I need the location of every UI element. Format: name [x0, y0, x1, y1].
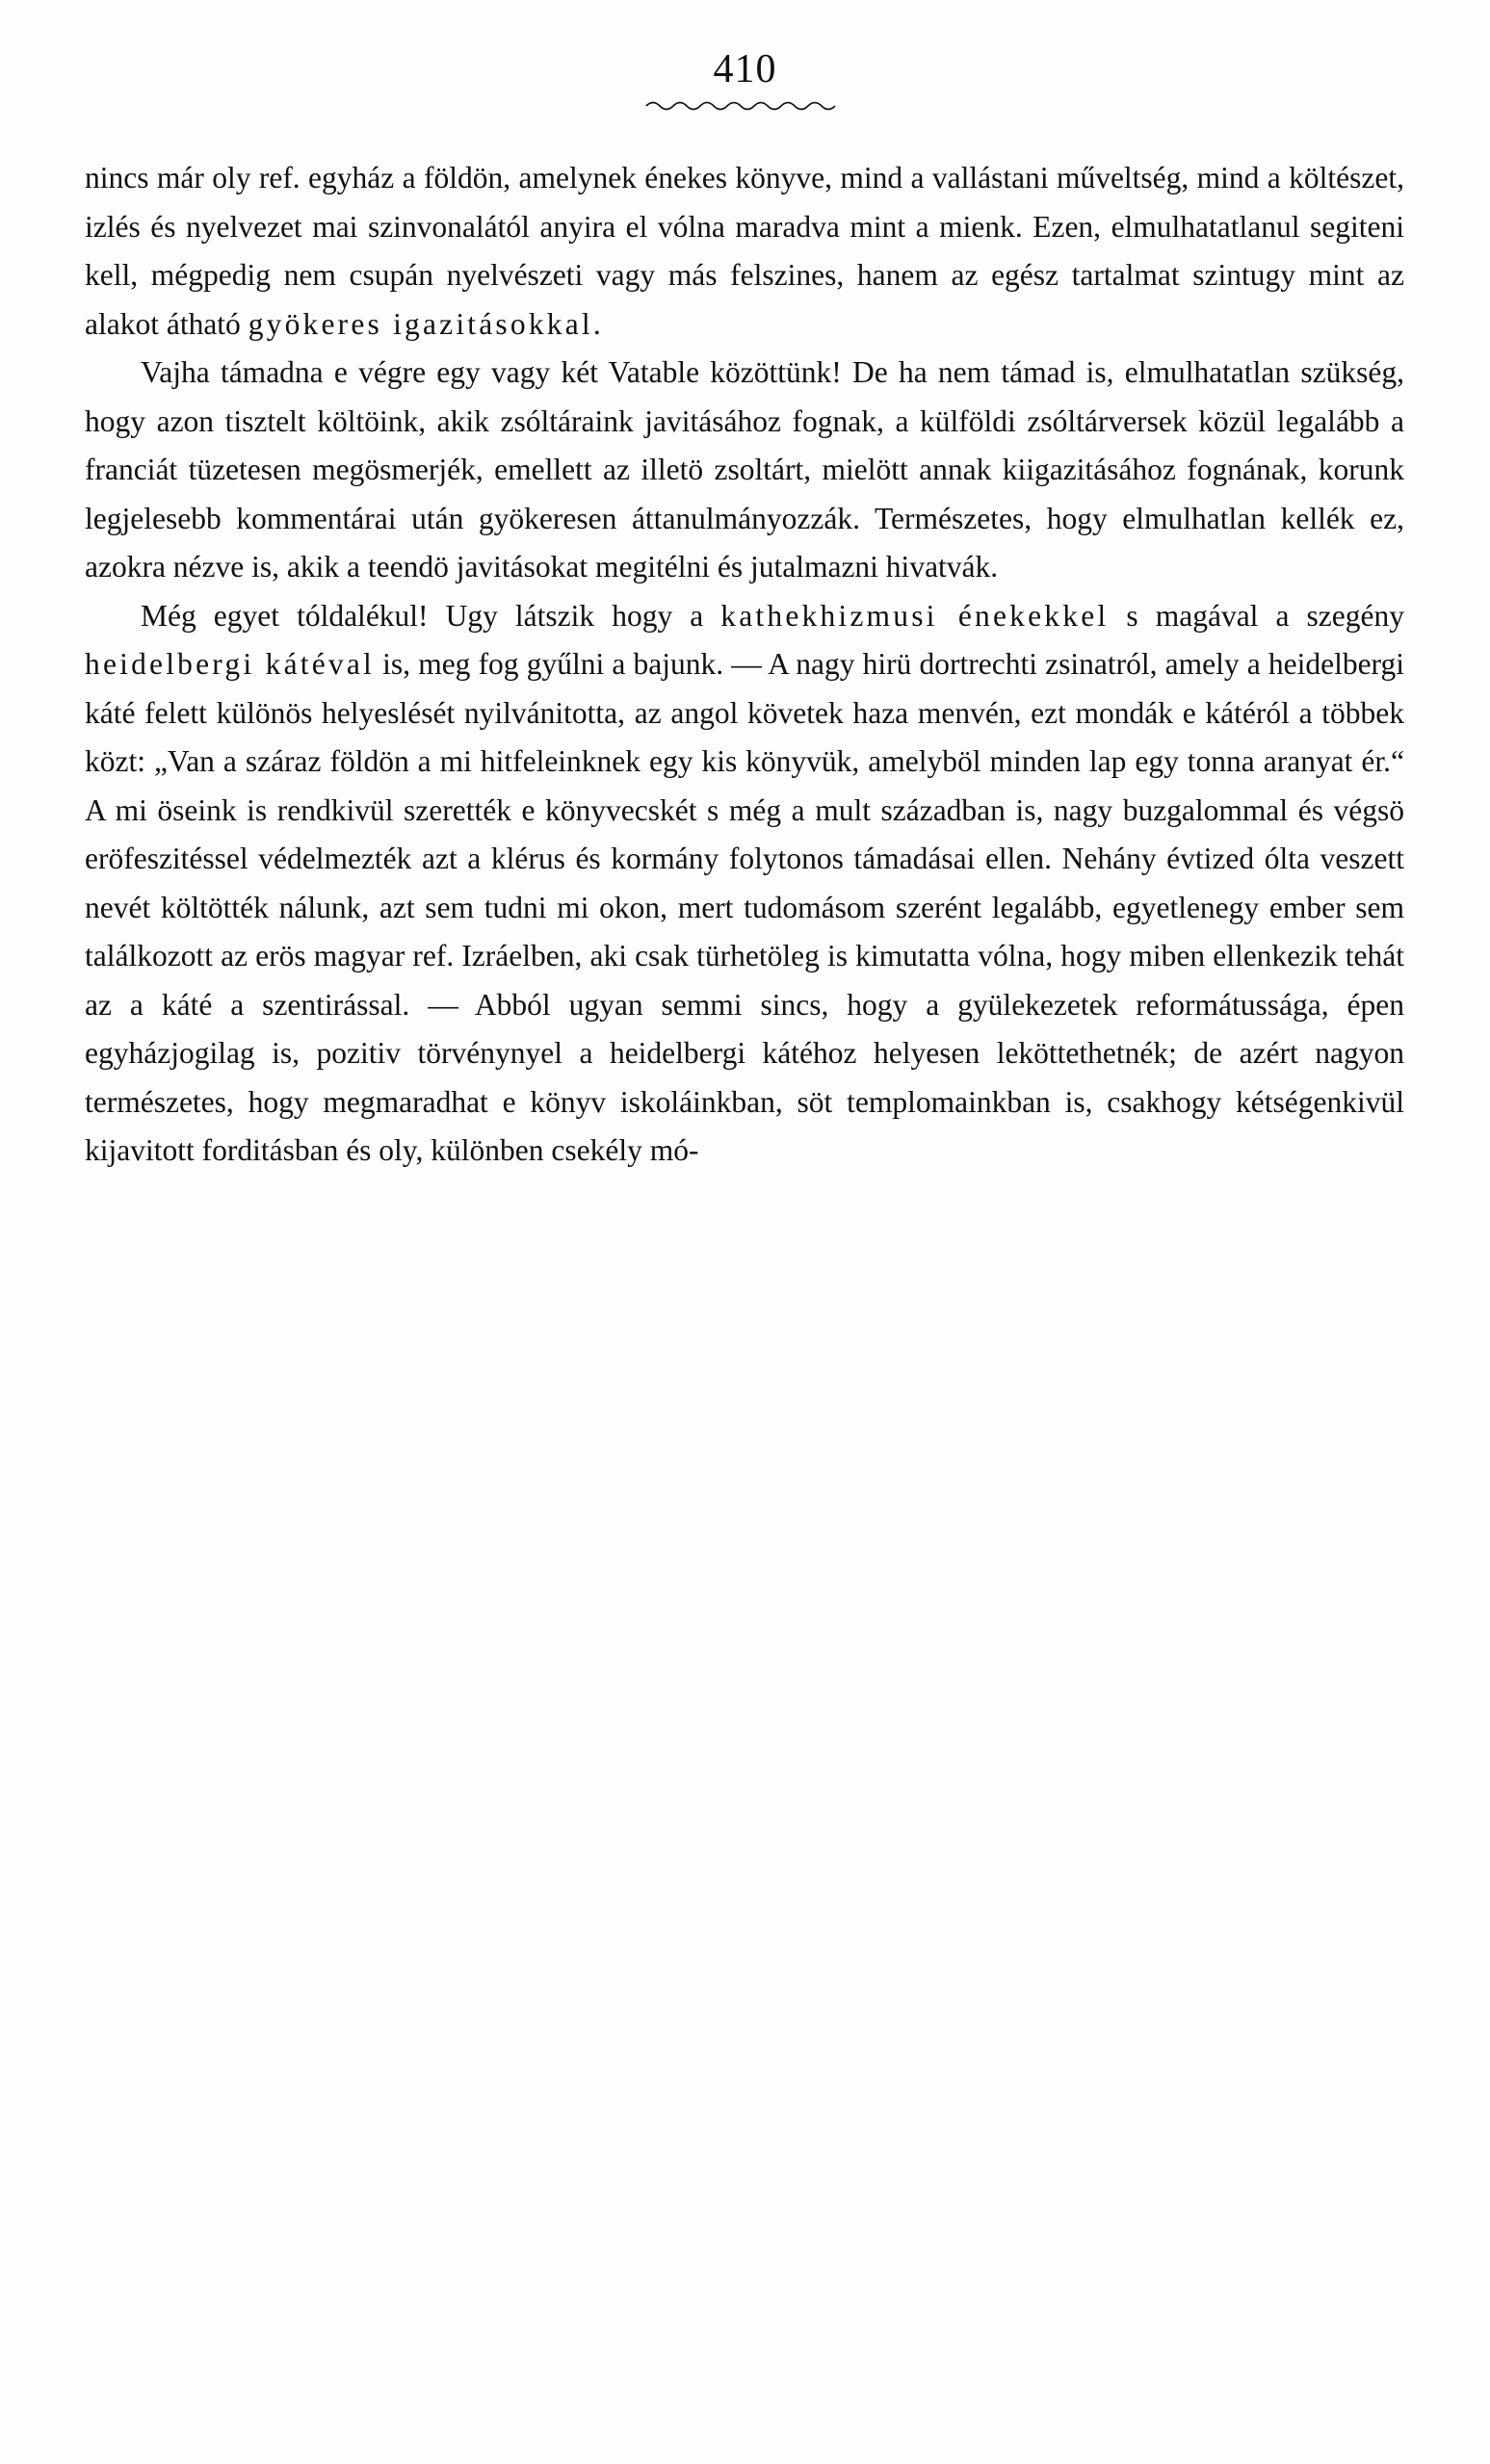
paragraph-3-emphasis-1: kathekhizmusi énekekkel: [720, 598, 1110, 633]
paragraph-2-text: Vajha támadna e végre egy vagy két Vatable közöttünk! De ha nem támad is, elmulhatatlan szükség, hogy azon tisztelt költöink, akik zsóltáraink javitásához fognak, a külföldi zsóltárversek közül legalább a franciát tüzetesen megösmerjék, emellett az illetö zsoltárt, mielött annak kiigazitásához fognának, korunk legjelesebb kommentárai után gyökeresen áttanulmányozzák. Természetes, hogy elmulhatlan kellék ez, azokra nézve is, akik a teendö javitásokat megitélni és jutalmazni hivatvák.: [85, 355, 1404, 584]
paragraph-3-text: is, meg fog gyűlni a bajunk. — A nagy hirü dortrechti zsinatról, amely a heidelbergi káté felett különös helyeslését nyilvánitotta, az angol követek haza menvén, ezt mondák e kátéról a többek közt: „Van a száraz földön a mi hitfeleinknek egy kis könyvük, amelyböl minden lap egy tonna aranyat ér.“ A mi öseink is rendkivül szerették e könyvecskét s még a mult században is, nagy buzgalommal és végsö eröfeszitéssel védelmezték azt a klérus és kormány folytonos támadásai ellen. Nehány évtized ólta veszett nevét költötték nálunk, azt sem tudni mi okon, mert tudomásom szerént legalább, egyetlenegy ember sem találkozott az erös magyar ref. Izráelben, aki csak türhetöleg is kimutatta vólna, hogy miben ellenkezik tehát az a káté a szentirással. — Abból ugyan semmi sincs, hogy a gyülekezetek reformátussága, épen egyházjogilag is, pozitiv törvénynyel a heidelbergi kátéhoz helyesen leköttethetnék; de azért nagyon természetes, hogy megmaradhat e könyv iskoláinkban, söt templomainkban is, csakhogy kétségenkivül kijavitott forditásban és oly, különben csekély mó-: [85, 647, 1404, 1167]
paragraph-3-emphasis-2: heidelbergi kátéval: [85, 647, 376, 681]
page-body: [85, 154, 1404, 1176]
paragraph-2: [85, 349, 1404, 592]
paragraph-1-emphasis: gyökeres igazitásokkal.: [248, 306, 604, 341]
decorative-wave-rule: [644, 98, 847, 112]
paragraph-3-mid: s magával a szegény: [1109, 598, 1404, 633]
page-header: [0, 46, 1490, 112]
paragraph-3: [85, 592, 1404, 1176]
page-number: 410: [713, 47, 777, 91]
paragraph-3-lead: Még egyet tóldalékul! Ugy látszik hogy a: [141, 598, 721, 633]
paragraph-1: [85, 154, 1404, 349]
paragraph-1-text: nincs már oly ref. egyház a földön, amelynek énekes könyve, mind a vallástani műveltség, mind a költészet, izlés és nyelvezet mai szinvonalától anyira el vólna maradva mint a mienk. Ezen, elmulhatatlanul segiteni kell, mégpedig nem csupán nyelvészeti vagy más felszines, hanem az egész tartalmat szintugy mint az alakot átható: [85, 161, 1404, 341]
